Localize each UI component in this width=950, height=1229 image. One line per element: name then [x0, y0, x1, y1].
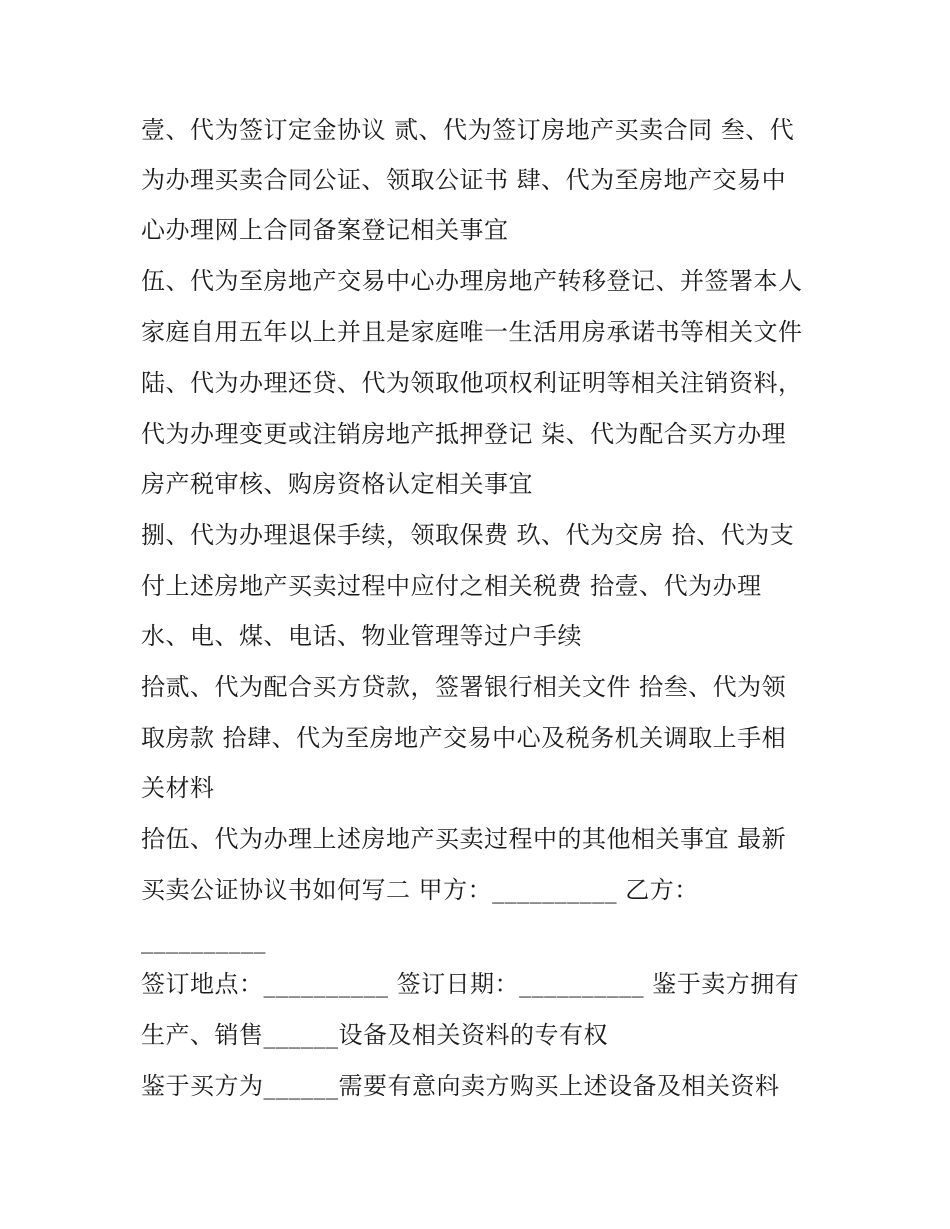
document-line: 房产税审核、购房资格认定相关事宜 — [141, 470, 533, 498]
document-line: 鉴于买方为______需要有意向卖方购买上述设备及相关资料 — [141, 1072, 780, 1100]
document-line: 心办理网上合同备案登记相关事宜 — [141, 216, 509, 244]
document-line: 拾伍、代为办理上述房地产买卖过程中的其他相关事宜 最新 — [141, 825, 787, 853]
document-line: 拾贰、代为配合买方贷款，签署银行相关文件 拾叁、代为领 — [141, 673, 787, 701]
document-line: 壹、代为签订定金协议 贰、代为签订房地产买卖合同 叁、代 — [141, 116, 795, 144]
document-line: 为办理买卖合同公证、领取公证书 肆、代为至房地产交易中 — [141, 166, 787, 194]
document-line: 签订地点：__________ 签订日期：__________ 鉴于卖方拥有 — [141, 970, 800, 998]
document-line: 生产、销售______设备及相关资料的专有权 — [141, 1021, 608, 1049]
document-line: __________ — [141, 926, 266, 954]
document-line: 关材料 — [141, 774, 215, 802]
document-line: 陆、代为办理还贷、代为领取他项权利证明等相关注销资料， — [141, 369, 803, 397]
document-line: 家庭自用五年以上并且是家庭唯一生活用房承诺书等相关文件 — [141, 318, 803, 346]
document-line: 买卖公证协议书如何写二 甲方：__________ 乙方： — [141, 876, 699, 904]
document-line: 付上述房地产买卖过程中应付之相关税费 拾壹、代为办理 — [141, 572, 762, 600]
document-line: 取房款 拾肆、代为至房地产交易中心及税务机关调取上手相 — [141, 724, 787, 752]
document-line: 伍、代为至房地产交易中心办理房地产转移登记、并签署本人 — [141, 267, 803, 295]
document-line: 水、电、煤、电话、物业管理等过户手续 — [141, 622, 582, 650]
document-line: 代为办理变更或注销房地产抵押登记 柒、代为配合买方办理 — [141, 420, 787, 448]
document-line: 捌、代为办理退保手续，领取保费 玖、代为交房 拾、代为支 — [141, 521, 795, 549]
